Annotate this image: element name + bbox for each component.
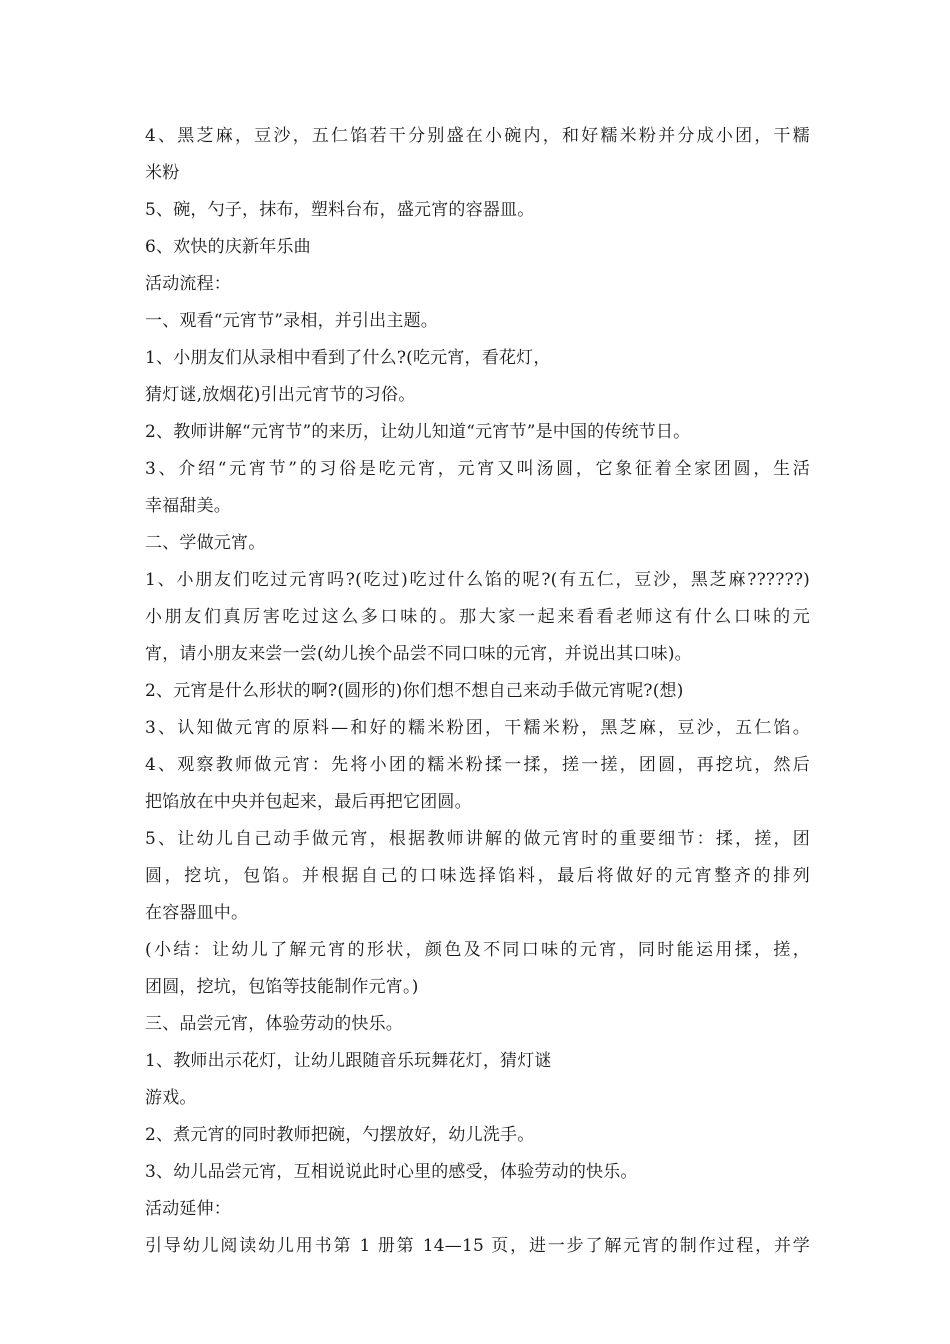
text-line: 引导幼儿阅读幼儿用书第 1 册第 14—15 页，进一步了解元宵的制作过程，并学 xyxy=(145,1236,810,1256)
text-line: 3、认知做元宵的原料—和好的糯米粉团，干糯米粉，黑芝麻，豆沙，五仁馅。 xyxy=(145,718,810,738)
text-line: 3、介绍“元宵节”的习俗是吃元宵，元宵又叫汤圆，它象征着全家团圆，生活 xyxy=(145,459,810,479)
text-line: 活动延伸： xyxy=(145,1199,231,1219)
text-line: 2、元宵是什么形状的啊?(圆形的)你们想不想自己来动手做元宵呢?(想) xyxy=(145,681,684,701)
text-line: 猜灯谜,放烟花)引出元宵节的习俗。 xyxy=(145,385,416,405)
text-line: 团圆，挖坑，包馅等技能制作元宵。) xyxy=(145,977,419,997)
text-line: 三、品尝元宵，体验劳动的快乐。 xyxy=(145,1014,403,1034)
text-line: 5、让幼儿自己动手做元宵，根据教师讲解的做元宵时的重要细节：揉，搓，团 xyxy=(145,829,810,849)
text-line: 小朋友们真厉害吃过这么多口味的。那大家一起来看看老师这有什么口味的元 xyxy=(145,607,810,627)
text-line: 宵，请小朋友来尝一尝(幼儿挨个品尝不同口味的元宵，并说出其口味)。 xyxy=(145,644,692,664)
text-line: (小结：让幼儿了解元宵的形状，颜色及不同口味的元宵，同时能运用揉，搓， xyxy=(145,940,810,960)
document-page xyxy=(145,118,810,1265)
text-line: 在容器皿中。 xyxy=(145,903,249,923)
text-line: 1、小朋友们吃过元宵吗?(吃过)吃过什么馅的呢?(有五仁，豆沙，黑芝麻??????) xyxy=(145,570,810,590)
text-line: 圆，挖坑，包馅。并根据自己的口味选择馅料，最后将做好的元宵整齐的排列 xyxy=(145,866,810,886)
text-line: 二、学做元宵。 xyxy=(145,533,266,553)
text-line: 1、小朋友们从录相中看到了什么?(吃元宵，看花灯， xyxy=(145,348,551,368)
text-line: 4、观察教师做元宵：先将小团的糯米粉揉一揉，搓一搓，团圆，再挖坑，然后 xyxy=(145,755,810,775)
text-line: 幸福甜美。 xyxy=(145,496,231,516)
text-line: 2、教师讲解“元宵节”的来历，让幼儿知道“元宵节”是中国的传统节日。 xyxy=(145,422,691,442)
text-line: 游戏。 xyxy=(145,1088,197,1108)
text-line: 4、黑芝麻，豆沙，五仁馅若干分别盛在小碗内，和好糯米粉并分成小团，干糯 xyxy=(145,126,810,146)
text-line: 1、教师出示花灯，让幼儿跟随音乐玩舞花灯，猜灯谜 xyxy=(145,1051,552,1071)
text-line: 把馅放在中央并包起来，最后再把它团圆。 xyxy=(145,792,472,812)
text-line: 5、碗，勺子，抹布，塑料台布，盛元宵的容器皿。 xyxy=(145,200,535,220)
text-line: 米粉 xyxy=(145,163,180,183)
text-line: 活动流程： xyxy=(145,274,231,294)
text-line: 3、幼儿品尝元宵，互相说说此时心里的感受，体验劳动的快乐。 xyxy=(145,1162,638,1182)
text-line: 2、煮元宵的同时教师把碗，勺摆放好，幼儿洗手。 xyxy=(145,1125,535,1145)
text-line: 一、观看“元宵节”录相，并引出主题。 xyxy=(145,311,438,331)
text-line: 6、欢快的庆新年乐曲 xyxy=(145,237,311,257)
